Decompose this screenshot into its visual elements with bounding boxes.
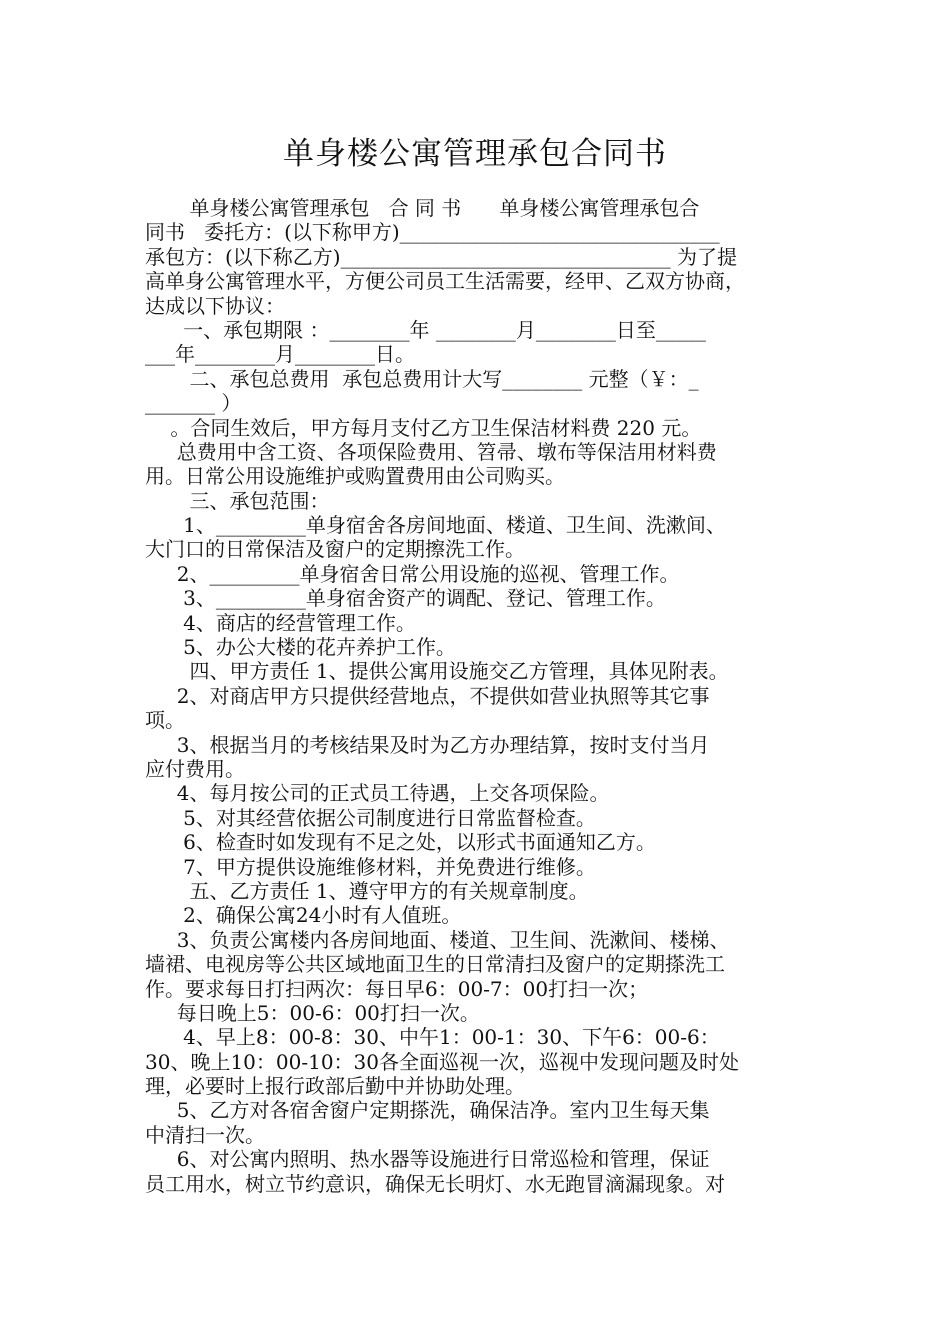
text-line: 2、_________单身宿舍日常公用设施的巡视、管理工作。 <box>145 561 680 586</box>
text-line: 总费用中含工资、各项保险费用、笤帚、墩布等保洁用材料费 <box>145 439 717 464</box>
text-line: 4、商店的经营管理工作。 <box>145 610 416 635</box>
text-line: 3、负责公寓楼内各房间地面、楼道、卫生间、洗漱间、楼梯、 <box>145 927 730 952</box>
text-line: 应付费用。 <box>145 756 245 781</box>
text-line: 作。要求每日打扫两次：每日早6：00-7：00打扫一次； <box>145 976 649 1001</box>
text-line: ___年________月________日。 <box>145 342 415 367</box>
text-line: 项。 <box>145 708 185 733</box>
text-line: 6、检查时如发现有不足之处，以形式书面通知乙方。 <box>145 830 656 855</box>
text-line: 承包方：(以下称乙方)_________________________________ 为了提 <box>145 244 737 269</box>
text-line: 达成以下协议： <box>145 293 285 318</box>
text-line: 中清扫一次。 <box>145 1122 265 1147</box>
text-line: 4、早上8：00-8：30、中午1：00-1：30、下午6：00-6： <box>145 1025 720 1050</box>
text-line: 墙裙、电视房等公共区域地面卫生的日常清扫及窗户的定期搽洗工 <box>145 952 725 977</box>
text-line: 5、对其经营依据公司制度进行日常监督检查。 <box>145 805 596 830</box>
document-body <box>145 196 825 1196</box>
text-line: 4、每月按公司的正式员工待遇，上交各项保险。 <box>145 781 610 806</box>
document-title: 单身楼公寓管理承包合同书 <box>283 136 667 172</box>
text-line: _______ ） <box>145 391 242 416</box>
text-line: 2、确保公寓24小时有人值班。 <box>145 903 462 928</box>
text-line: 高单身公寓管理水平，方便公司员工生活需要，经甲、乙双方协商， <box>145 269 745 294</box>
text-line: 6、对公寓内照明、热水器等设施进行日常巡检和管理，保证 <box>145 1147 710 1172</box>
text-line: 5、办公大楼的花卉养护工作。 <box>145 635 456 660</box>
text-line: 同书 委托方：(以下称甲方)________________________________ <box>145 220 720 245</box>
text-line: 。合同生效后，甲方每月支付乙方卫生保洁材料费 220 元。 <box>145 415 702 440</box>
text-line: 30、晚上10：00-10：30各全面巡视一次，巡视中发现问题及时处 <box>145 1049 740 1074</box>
text-line: 单身楼公寓管理承包 合 同 书 单身楼公寓管理承包合 <box>145 196 700 220</box>
text-line: 一、承包期限 ：________年 ________月________日至_____ <box>145 317 706 342</box>
text-line: 7、甲方提供设施维修材料，并免费进行维修。 <box>145 854 596 879</box>
text-line: 用。日常公用设施维护或购置费用由公司购买。 <box>145 464 565 489</box>
text-line: 3、_________单身宿舍资产的调配、登记、管理工作。 <box>145 586 666 611</box>
text-line: 大门口的日常保洁及窗户的定期擦洗工作。 <box>145 537 525 562</box>
text-line: 1、_________单身宿舍各房间地面、楼道、卫生间、洗漱间、 <box>145 513 726 538</box>
text-line: 三、承包范围： <box>145 488 330 513</box>
text-line: 3、根据当月的考核结果及时为乙方办理结算，按时支付当月 <box>145 732 710 757</box>
text-line: 5、乙方对各宿舍窗户定期搽洗，确保洁净。室内卫生每天集 <box>145 1098 710 1123</box>
text-line: 每日晚上5：00-6：00打扫一次。 <box>145 1000 480 1025</box>
text-line: 理，必要时上报行政部后勤中并协助处理。 <box>145 1074 525 1099</box>
text-line: 四、甲方责任 1、提供公寓用设施交乙方管理，具体见附表。 <box>145 659 729 684</box>
text-line: 员工用水，树立节约意识，确保无长明灯、水无跑冒滴漏现象。对 <box>145 1171 725 1196</box>
text-line: 2、对商店甲方只提供经营地点，不提供如营业执照等其它事 <box>145 683 710 708</box>
text-line: 二、承包总费用 承包总费用计大写________ 元整（￥：_ <box>145 366 699 391</box>
text-line: 五、乙方责任 1、遵守甲方的有关规章制度。 <box>145 878 589 903</box>
